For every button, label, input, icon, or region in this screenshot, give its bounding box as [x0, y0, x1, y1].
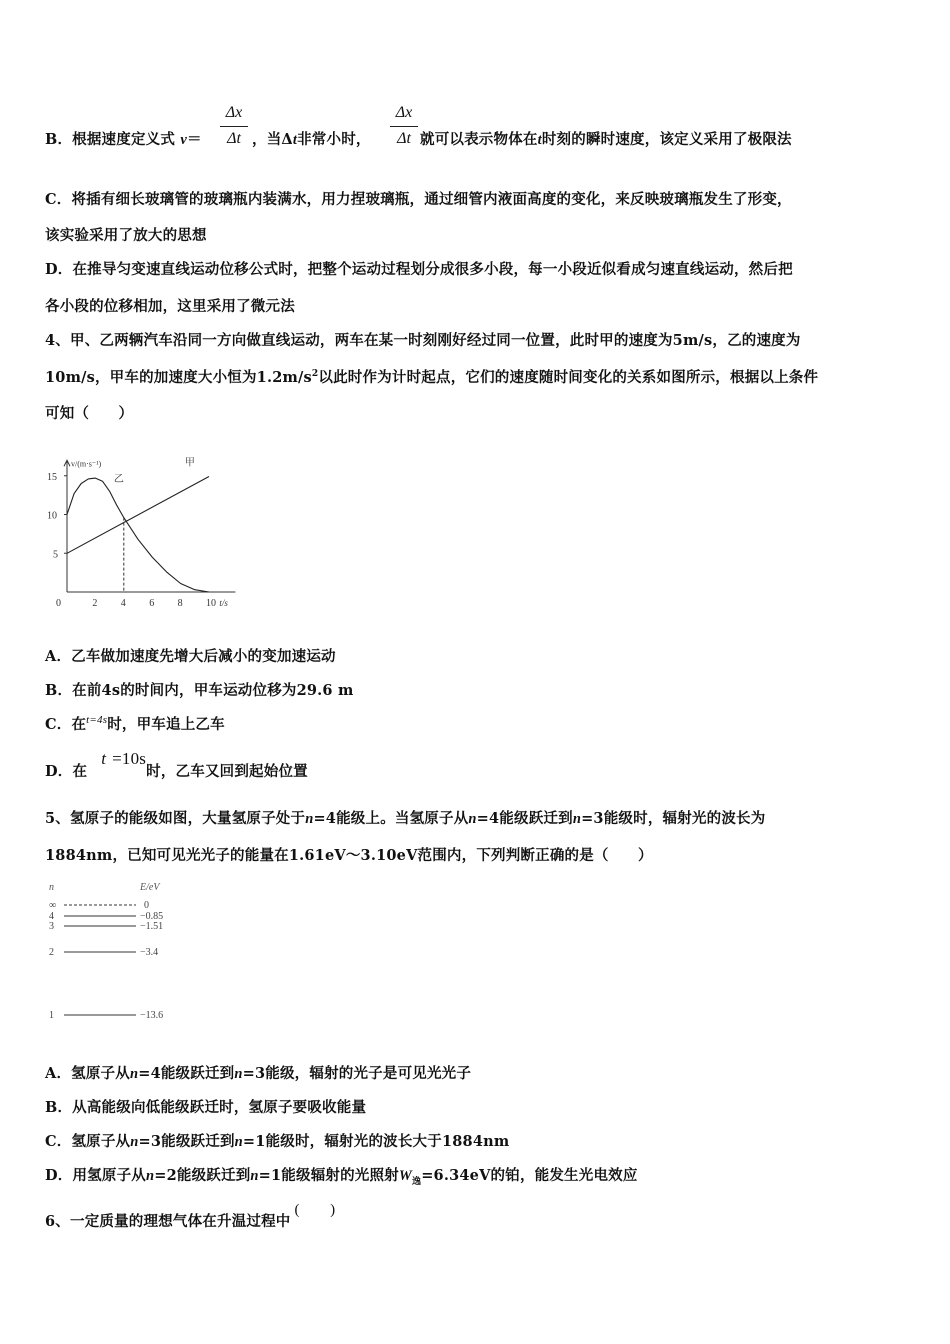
variable-v: v [180, 132, 187, 148]
svg-text:−1.51: −1.51 [140, 921, 164, 932]
q3-option-d-line2: 各小段的位移相加，这里采用了微元法 [45, 298, 295, 315]
svg-text:3: 3 [49, 921, 54, 932]
q6-stem: 6、一定质量的理想气体在升温过程中( ) [45, 1202, 336, 1230]
q5-stem-line2: 1884nm，已知可见光光子的能量在1.61eV～3.10eV范围内，下列判断正确的是（ ） [45, 847, 653, 864]
y-axis-label: v/(m·s⁻¹) [71, 459, 102, 469]
level-2 [49, 947, 158, 958]
x-axis-label: t/s [219, 598, 228, 608]
level-inf [49, 900, 149, 911]
x-tick-label: 2 [92, 598, 98, 609]
series-line-yi [67, 478, 209, 592]
y-tick-label: 10 [47, 510, 57, 522]
q3-option-d-line1: D．在推导匀变速直线运动位移公式时，把整个运动过程划分成很多小段，每一小段近似看成匀速直线运动，然后把 [45, 261, 793, 278]
x-tick-label: 10 [206, 598, 216, 609]
series-line-jia [67, 477, 209, 554]
velocity-fraction-1: Δx Δt [220, 104, 248, 152]
x-tick-label: 0 [56, 598, 61, 609]
velocity-time-chart [40, 432, 260, 612]
y-tick-label: 5 [53, 549, 58, 561]
q3-option-c-line1: C．将插有细长玻璃管的玻璃瓶内装满水，用力捏玻璃瓶，通过细管内液面高度的变化，来反映玻璃瓶发生了形变， [45, 191, 792, 208]
q5-option-c: C．氢原子从n=3能级跃迁到n=1能级时，辐射光的波长大于1884nm [45, 1133, 510, 1150]
q4-stem-line2: 10m/s，甲车的加速度大小恒为$1.2m/s^2$以此时作为计时起点，它们的速度随时间变化的关系如图所示，根据以上条件 [45, 369, 819, 386]
series-label-yi: 乙 [113, 473, 124, 485]
chart-axes [47, 459, 235, 609]
svg-text:0: 0 [144, 900, 149, 911]
energy-level-diagram [44, 878, 204, 1028]
y-tick-label: 15 [47, 471, 57, 483]
chart-marks [67, 457, 209, 592]
x-tick-label: 6 [149, 598, 155, 609]
svg-text:∞: ∞ [49, 900, 57, 911]
level-1 [49, 1010, 163, 1021]
svg-text:−13.6: −13.6 [140, 1010, 164, 1021]
level-3 [49, 921, 163, 932]
q5-option-b: B．从高能级向低能级跃迁时，氢原子要吸收能量 [45, 1099, 367, 1116]
svg-text:2: 2 [49, 947, 54, 958]
svg-text:−0.85: −0.85 [140, 911, 164, 922]
q5-option-a: A．氢原子从n=4能级跃迁到n=3能级，辐射的光子是可见光光子 [45, 1065, 472, 1082]
svg-text:1: 1 [49, 1010, 54, 1021]
q5-stem-line1: 5、氢原子的能级如图，大量氢原子处于n=4能级上。当氢原子从n=4能级跃迁到n=3能级时，辐射光的波长为 [45, 810, 766, 827]
level-header-e: E/eV [140, 882, 160, 893]
x-tick-label: 4 [120, 598, 126, 609]
q4-stem-line3: 可知（ ） [45, 405, 134, 422]
x-tick-label: 8 [177, 598, 183, 609]
q3-option-b: B．根据速度定义式 v＝ [45, 131, 202, 148]
q3-option-c-line2: 该实验采用了放大的思想 [45, 227, 207, 244]
q4-option-c: C．在$^{t=4s}$时，甲车追上乙车 [45, 714, 225, 733]
series-label-jia: 甲 [184, 457, 195, 469]
velocity-fraction-2: Δx Δt [390, 104, 418, 152]
svg-text:−3.4: −3.4 [140, 947, 159, 958]
svg-text:4: 4 [49, 911, 54, 922]
level-header-n: n [49, 882, 54, 893]
q4-option-b: B．在前4s的时间内，甲车运动位移为29.6 m [45, 682, 354, 699]
q5-option-d: D．用氢原子从n=2能级跃迁到n=1能级辐射的光照射$W_逸=6.34eV$的铂，能发生光电效应 [45, 1167, 638, 1187]
q4-option-a: A．乙车做加速度先增大后减小的变加速运动 [45, 648, 336, 665]
q4-option-d: D．在t =10s时，乙车又回到起始位置 [45, 749, 308, 780]
q4-stem-line1: 4、甲、乙两辆汽车沿同一方向做直线运动，两车在某一时刻刚好经过同一位置，此时甲的速度为5m/s，乙的速度为 [45, 332, 801, 349]
